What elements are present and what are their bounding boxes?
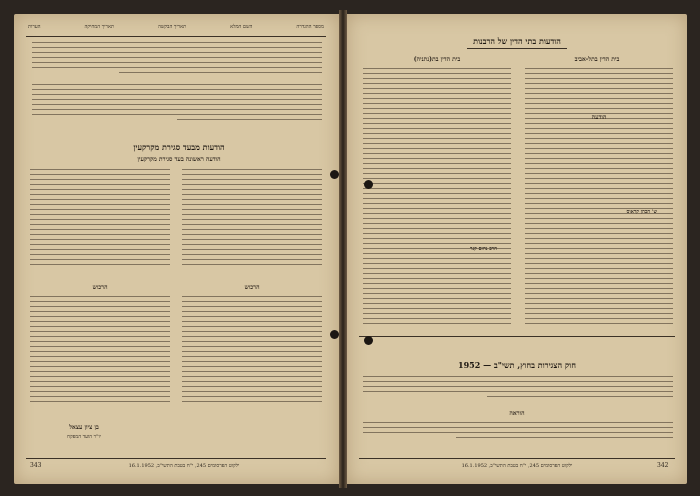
text-column-left: [30, 169, 170, 269]
signature: הרב נחום קנר: [470, 246, 497, 252]
law-title: חוק הצגירות בחוץ, תשי"ב — 1952: [458, 360, 576, 370]
divider: [467, 48, 567, 49]
section-title: בית הדין בת(נתניה): [413, 56, 461, 63]
header-col: מספר ההגדרה: [296, 24, 324, 30]
signature: בן ציון עצאל: [69, 424, 99, 431]
text-column-left: [30, 296, 170, 406]
page-number: 342: [657, 462, 669, 469]
subheading: הרכוש: [92, 284, 108, 291]
text-column-right: [182, 169, 322, 269]
binder-hole: [330, 330, 339, 339]
signature-title: יו"ר הועד המפקח: [66, 434, 101, 440]
header-col: תאריך המחיקה: [84, 24, 114, 30]
section-title: הודעות מבעד סגירת מקרקעין: [133, 142, 225, 152]
divider: [26, 36, 326, 37]
header-col: תאריך הבקשה: [157, 24, 187, 30]
text-block: [32, 42, 322, 77]
binder-hole: [364, 180, 373, 189]
text-block: [363, 422, 673, 442]
text-block: [32, 84, 322, 124]
table-header: [28, 24, 324, 30]
book-gutter: [339, 10, 347, 488]
subheading: הרכוש: [244, 284, 260, 291]
signature: ש' הכהן קראוס: [626, 209, 657, 215]
footer: ילקוט הפרסומים 245, י"ח בטבת התשי"ב, 16.1.1952: [128, 463, 240, 469]
left-page: [14, 14, 339, 484]
subheading: הודעה: [591, 114, 607, 121]
header-col: השם המלא: [230, 24, 253, 30]
page-title: הודעות בתי הדין של הרבנות: [473, 36, 561, 46]
divider: [26, 458, 326, 459]
text-column-left: [363, 68, 511, 328]
section-title: בית הדין בתל-אביב: [574, 56, 620, 63]
text-block: [363, 376, 673, 401]
binder-hole: [330, 170, 339, 179]
text-column-right: [182, 296, 322, 406]
section-subtitle: הודעה ראשונה בעד סגירת מקרקעין: [137, 156, 221, 163]
header-col: הערות: [28, 24, 41, 30]
page-number: 343: [30, 462, 42, 469]
divider: [359, 336, 675, 337]
divider: [359, 458, 675, 459]
text-column-right: [525, 68, 673, 328]
subheading: הוראה: [509, 410, 525, 417]
binder-hole: [364, 336, 373, 345]
footer: ילקוט הפרסומים 245, י"ח בטבת התשי"ב, 16.1.1952: [461, 463, 573, 469]
right-page: [347, 14, 687, 484]
